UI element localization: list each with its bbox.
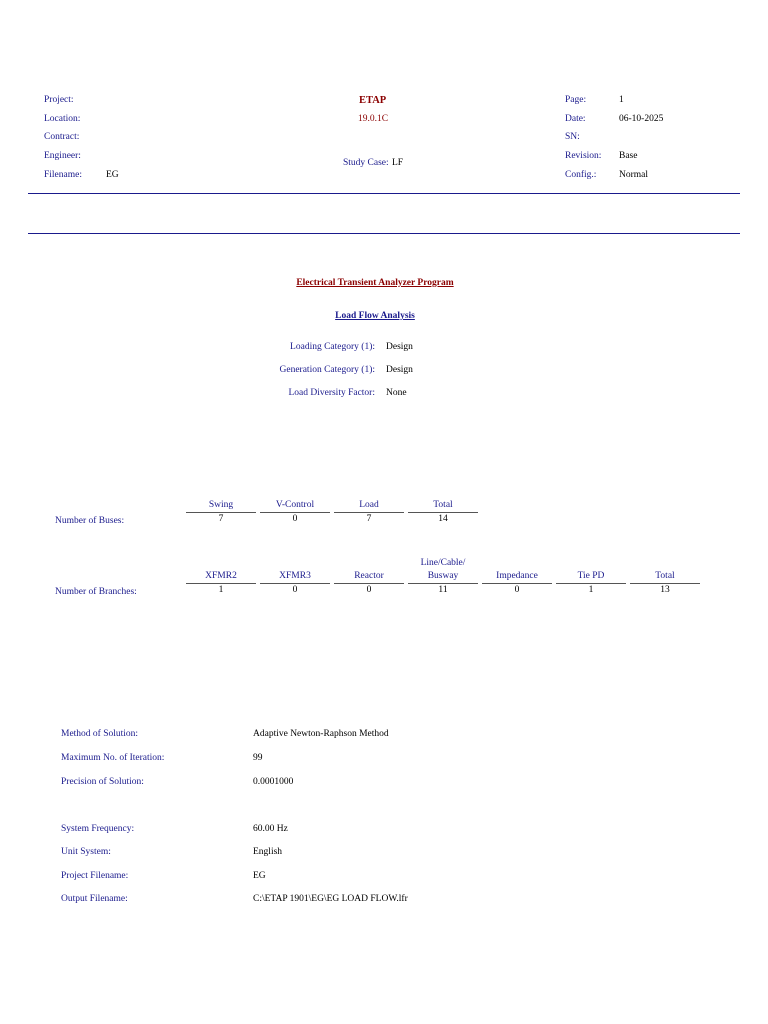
col-header-load: Load bbox=[359, 500, 379, 510]
filename-value: EG bbox=[106, 170, 119, 180]
date-value: 06-10-2025 bbox=[619, 114, 664, 124]
col-header-xfmr3: XFMR3 bbox=[279, 571, 311, 581]
col-underline bbox=[408, 583, 478, 584]
output-filename-label: Output Filename: bbox=[61, 894, 128, 904]
method-label: Method of Solution: bbox=[61, 729, 139, 739]
precision-value: 0.0001000 bbox=[253, 777, 294, 787]
revision-value: Base bbox=[619, 151, 638, 161]
header-divider-bottom bbox=[28, 233, 740, 234]
load-diversity-value: None bbox=[386, 388, 407, 398]
col-underline bbox=[408, 512, 478, 513]
branches-reactor-value: 0 bbox=[366, 585, 372, 595]
frequency-value: 60.00 Hz bbox=[253, 824, 288, 834]
config-label: Config.: bbox=[565, 170, 597, 180]
filename-label: Filename: bbox=[44, 170, 82, 180]
unit-system-value: English bbox=[253, 847, 283, 857]
study-case-label: Study Case: bbox=[343, 158, 389, 168]
buses-load-value: 7 bbox=[366, 514, 372, 524]
loading-category-label: Loading Category (1): bbox=[290, 342, 375, 352]
revision-label: Revision: bbox=[565, 151, 602, 161]
project-filename-value: EG bbox=[253, 871, 266, 881]
study-case-value: LF bbox=[392, 158, 404, 168]
col-header-swing: Swing bbox=[208, 500, 234, 510]
location-label: Location: bbox=[44, 114, 81, 124]
generation-category-value: Design bbox=[386, 365, 413, 375]
branches-line-cable-value: 11 bbox=[438, 585, 448, 595]
app-version: 19.0.1C bbox=[358, 114, 389, 124]
col-header-busway: Busway bbox=[427, 571, 459, 581]
engineer-label: Engineer: bbox=[44, 151, 81, 161]
branches-total-value: 13 bbox=[660, 585, 670, 595]
output-filename-value: C:\ETAP 1901\EG\EG LOAD FLOW.lfr bbox=[253, 894, 408, 904]
loading-category-value: Design bbox=[386, 342, 413, 352]
col-header-branches-total: Total bbox=[655, 571, 675, 581]
col-underline bbox=[186, 583, 256, 584]
precision-label: Precision of Solution: bbox=[61, 777, 144, 787]
branches-xfmr3-value: 0 bbox=[292, 585, 298, 595]
buses-row-label: Number of Buses: bbox=[55, 516, 125, 526]
col-header-v-control: V-Control bbox=[275, 500, 315, 510]
page-label: Page: bbox=[565, 95, 587, 105]
sn-label: SN: bbox=[565, 132, 580, 142]
col-underline bbox=[482, 583, 552, 584]
branches-xfmr2-value: 1 bbox=[218, 585, 224, 595]
method-value: Adaptive Newton-Raphson Method bbox=[253, 729, 389, 739]
col-underline bbox=[556, 583, 626, 584]
load-diversity-label: Load Diversity Factor: bbox=[288, 388, 375, 398]
page-value: 1 bbox=[619, 95, 624, 105]
config-value: Normal bbox=[619, 170, 649, 180]
col-underline bbox=[630, 583, 700, 584]
col-underline bbox=[334, 512, 404, 513]
project-label: Project: bbox=[44, 95, 74, 105]
branches-impedance-value: 0 bbox=[514, 585, 520, 595]
project-filename-label: Project Filename: bbox=[61, 871, 129, 881]
max-iteration-label: Maximum No. of Iteration: bbox=[61, 753, 165, 763]
col-header-line-cable-top: Line/Cable/ bbox=[420, 558, 466, 568]
col-underline bbox=[260, 583, 330, 584]
program-title: Electrical Transient Analyzer Program bbox=[296, 278, 454, 288]
frequency-label: System Frequency: bbox=[61, 824, 135, 834]
max-iteration-value: 99 bbox=[253, 753, 263, 763]
col-underline bbox=[186, 512, 256, 513]
buses-swing-value: 7 bbox=[218, 514, 224, 524]
generation-category-label: Generation Category (1): bbox=[279, 365, 375, 375]
col-underline bbox=[260, 512, 330, 513]
col-header-reactor: Reactor bbox=[354, 571, 384, 581]
unit-system-label: Unit System: bbox=[61, 847, 111, 857]
branches-tie-pd-value: 1 bbox=[588, 585, 594, 595]
date-label: Date: bbox=[565, 114, 586, 124]
col-underline bbox=[334, 583, 404, 584]
col-header-tie-pd: Tie PD bbox=[577, 571, 605, 581]
contract-label: Contract: bbox=[44, 132, 80, 142]
col-header-impedance: Impedance bbox=[496, 571, 538, 581]
col-header-xfmr2: XFMR2 bbox=[205, 571, 237, 581]
app-name: ETAP bbox=[359, 95, 387, 106]
buses-total-value: 14 bbox=[438, 514, 448, 524]
analysis-title: Load Flow Analysis bbox=[335, 311, 415, 321]
branches-row-label: Number of Branches: bbox=[55, 587, 137, 597]
buses-v-control-value: 0 bbox=[292, 514, 298, 524]
header-divider-top bbox=[28, 193, 740, 194]
col-header-total: Total bbox=[433, 500, 453, 510]
